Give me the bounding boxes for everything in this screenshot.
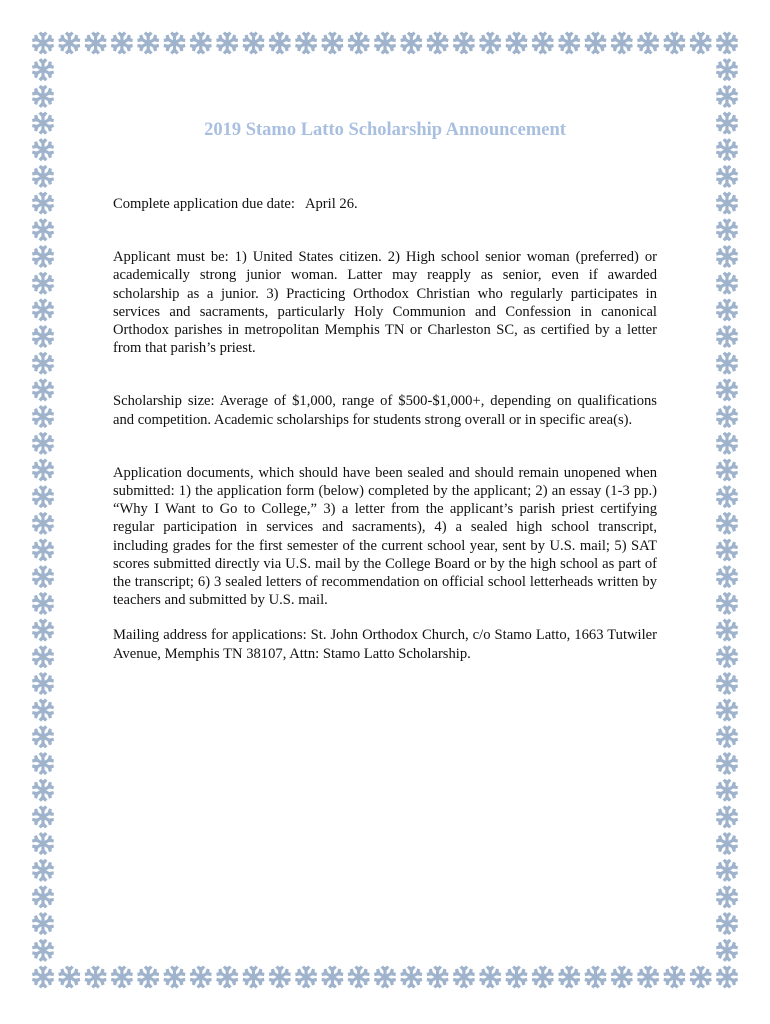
snowflake-icon: [559, 967, 580, 988]
snowflake-icon: [32, 379, 53, 400]
snowflake-icon: [32, 780, 53, 801]
snowflake-icon: [322, 33, 343, 54]
snowflake-icon: [716, 113, 737, 134]
snowflake-icon: [32, 726, 53, 747]
snowflake-icon: [716, 967, 737, 988]
snowflake-icon: [32, 833, 53, 854]
snowflake-icon: [585, 967, 606, 988]
snowflake-icon: [32, 33, 53, 54]
snowflake-icon: [32, 246, 53, 267]
snowflake-icon: [716, 166, 737, 187]
snowflake-icon: [716, 406, 737, 427]
snowflake-icon: [716, 219, 737, 240]
snowflake-icon: [716, 833, 737, 854]
snowflake-icon: [32, 486, 53, 507]
snowflake-icon: [480, 967, 501, 988]
snowflake-icon: [716, 620, 737, 641]
snowflake-icon: [32, 700, 53, 721]
eligibility-paragraph: Applicant must be: 1) United States citizen. 2) High school senior woman (preferred) or academically strong junior woman. Latter may reapply as senior, even if awarded scholarship as a junior. 3) Practicing Orthodox Christian who regularly participates in services and sacraments, particularly Holy Communion and Confession in canonical Orthodox parishes in metropolitan Memphis TN or Charleston SC, as certified by a letter from that parish’s priest.: [113, 249, 657, 357]
snowflake-icon: [611, 967, 632, 988]
snowflake-icon: [453, 33, 474, 54]
snowflake-icon: [716, 753, 737, 774]
snowflake-icon: [716, 913, 737, 934]
snowflake-icon: [716, 33, 737, 54]
snowflake-icon: [716, 433, 737, 454]
snowflake-icon: [32, 113, 53, 134]
snowflake-icon: [295, 967, 316, 988]
snowflake-icon: [611, 33, 632, 54]
snowflake-icon: [32, 967, 53, 988]
scholarship-size-paragraph: Scholarship size: Average of $1,000, range of $500-$1,000+, depending on qualifications and competition. Academic scholarships for students strong overall or in specific area(s).: [113, 393, 657, 428]
due-date-line: [113, 195, 657, 213]
snowflake-icon: [190, 967, 211, 988]
snowflake-icon: [32, 593, 53, 614]
snowflake-icon: [32, 646, 53, 667]
snowflake-icon: [138, 967, 159, 988]
snowflake-icon: [716, 886, 737, 907]
snowflake-icon: [85, 33, 106, 54]
snowflake-icon: [716, 246, 737, 267]
snowflake-icon: [716, 780, 737, 801]
snowflake-icon: [269, 33, 290, 54]
snowflake-icon: [32, 166, 53, 187]
snowflake-icon: [138, 33, 159, 54]
snowflake-icon: [32, 806, 53, 827]
snowflake-icon: [716, 566, 737, 587]
snowflake-icon: [532, 967, 553, 988]
snowflake-icon: [164, 967, 185, 988]
due-date-label: Complete application due date:: [113, 196, 295, 212]
snowflake-icon: [32, 753, 53, 774]
snowflake-icon: [453, 967, 474, 988]
snowflake-icon: [32, 673, 53, 694]
snowflake-icon: [585, 33, 606, 54]
snowflake-icon: [716, 726, 737, 747]
snowflake-icon: [32, 59, 53, 80]
snowflake-icon: [85, 967, 106, 988]
snowflake-icon: [716, 273, 737, 294]
snowflake-icon: [32, 326, 53, 347]
snowflake-icon: [716, 940, 737, 961]
snowflake-icon: [716, 139, 737, 160]
snowflake-icon: [217, 967, 238, 988]
snowflake-icon: [427, 33, 448, 54]
application-documents-paragraph: Application documents, which should have been sealed and should remain unopened when submitted: 1) the application form (below) completed by the applicant; 2) an essay (1-3 pp.) “Why I Want to Go to College,” 3) a letter from the applicant’s parish priest certifying regular participation in services and sacraments), 4) a sealed high school transcript, including grades for the first semester of the current school year, sent by U.S. mail; 5) SAT scores submitted directly via U.S. mail by the College Board or by the high school as part of the transcript; 6) 3 sealed letters of recommendation on official school letterheads written by teachers and submitted by U.S. mail.: [113, 464, 657, 609]
snowflake-icon: [243, 33, 264, 54]
snowflake-icon: [32, 460, 53, 481]
snowflake-icon: [716, 806, 737, 827]
snowflake-icon: [690, 967, 711, 988]
snowflake-icon: [690, 33, 711, 54]
snowflake-icon: [32, 353, 53, 374]
snowflake-icon: [401, 33, 422, 54]
snowflake-icon: [32, 566, 53, 587]
snowflake-icon: [59, 967, 80, 988]
snowflake-icon: [32, 513, 53, 534]
announcement-content: [113, 118, 657, 663]
snowflake-icon: [32, 620, 53, 641]
snowflake-icon: [374, 33, 395, 54]
snowflake-icon: [716, 540, 737, 561]
snowflake-icon: [716, 486, 737, 507]
snowflake-icon: [32, 86, 53, 107]
snowflake-icon: [716, 326, 737, 347]
snowflake-icon: [716, 460, 737, 481]
snowflake-icon: [32, 139, 53, 160]
snowflake-icon: [32, 540, 53, 561]
snowflake-icon: [32, 219, 53, 240]
snowflake-icon: [190, 33, 211, 54]
snowflake-icon: [716, 299, 737, 320]
snowflake-icon: [348, 967, 369, 988]
snowflake-icon: [32, 886, 53, 907]
snowflake-icon: [269, 967, 290, 988]
snowflake-icon: [164, 33, 185, 54]
snowflake-icon: [506, 33, 527, 54]
snowflake-icon: [217, 33, 238, 54]
snowflake-icon: [716, 646, 737, 667]
snowflake-icon: [716, 353, 737, 374]
snowflake-icon: [32, 273, 53, 294]
mailing-address-paragraph: Mailing address for applications: St. John Orthodox Church, c/o Stamo Latto, 1663 Tutwiler Avenue, Memphis TN 38107, Attn: Stamo Latto Scholarship.: [113, 627, 657, 662]
snowflake-icon: [637, 33, 658, 54]
snowflake-icon: [401, 967, 422, 988]
snowflake-icon: [374, 967, 395, 988]
snowflake-icon: [532, 33, 553, 54]
snowflake-icon: [716, 700, 737, 721]
snowflake-icon: [322, 967, 343, 988]
snowflake-icon: [506, 967, 527, 988]
snowflake-icon: [243, 967, 264, 988]
snowflake-icon: [664, 967, 685, 988]
snowflake-icon: [716, 860, 737, 881]
snowflake-icon: [716, 86, 737, 107]
snowflake-icon: [716, 593, 737, 614]
snowflake-icon: [348, 33, 369, 54]
snowflake-icon: [32, 860, 53, 881]
snowflake-icon: [716, 59, 737, 80]
snowflake-icon: [295, 33, 316, 54]
snowflake-icon: [559, 33, 580, 54]
snowflake-icon: [716, 513, 737, 534]
snowflake-icon: [32, 913, 53, 934]
snowflake-icon: [32, 406, 53, 427]
snowflake-icon: [480, 33, 501, 54]
snowflake-icon: [32, 433, 53, 454]
snowflake-icon: [32, 193, 53, 214]
snowflake-icon: [637, 967, 658, 988]
snowflake-icon: [111, 33, 132, 54]
snowflake-icon: [716, 193, 737, 214]
snowflake-icon: [111, 967, 132, 988]
page-title: 2019 Stamo Latto Scholarship Announcement: [204, 120, 566, 140]
due-date-value: April 26.: [304, 196, 358, 212]
snowflake-icon: [716, 673, 737, 694]
snowflake-icon: [664, 33, 685, 54]
snowflake-icon: [32, 299, 53, 320]
snowflake-icon: [427, 967, 448, 988]
snowflake-icon: [59, 33, 80, 54]
snowflake-icon: [32, 940, 53, 961]
snowflake-icon: [716, 379, 737, 400]
